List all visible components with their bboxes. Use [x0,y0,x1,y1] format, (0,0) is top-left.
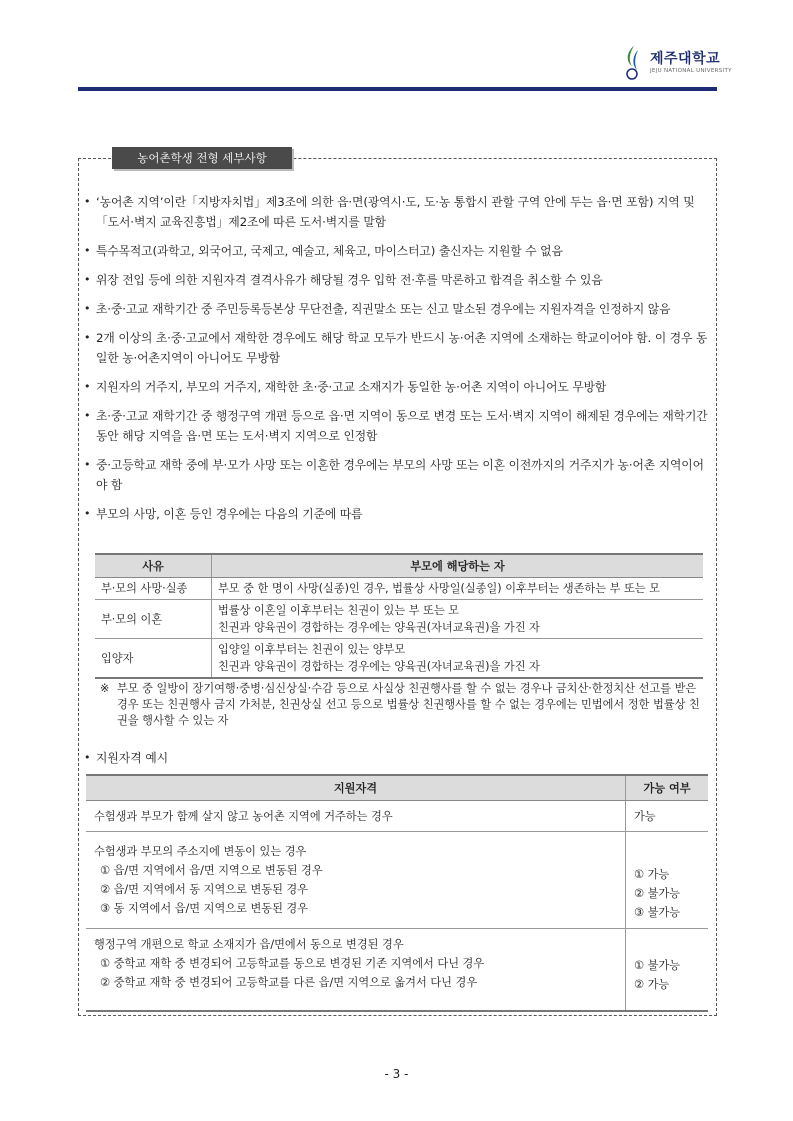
university-emblem-icon [620,44,646,80]
section-title: 농어촌학생 전형 세부사항 [112,147,292,169]
parent-cell [212,578,704,600]
list-item: • 중·고등학교 재학 중에 부·모가 사망 또는 이혼한 경우에는 부모의 사망 또는 이혼 이전까지의 거주지가 농·어촌 지역이어야 함 [82,455,712,495]
parent-cell [212,600,704,639]
parent-cell [212,639,704,679]
reason-cell: 부·모의 이혼 [95,600,212,639]
list-item: • 초·중·고교 재학기간 중 행정구역 개편 등으로 읍·면 지역이 동으로 변경 또는 도서·벽지 지역이 해제된 경우에는 재학기간 동안 해당 지역을 읍·면 또는 도서·벽지 지역으로 인정함 [82,406,712,446]
list-item: • 위장 전입 등에 의한 지원자격 결격사유가 해당될 경우 입학 전·후를 막론하고 합격을 취소할 수 있음 [82,270,712,290]
list-item: • ‘농어촌 지역’이란「지방자치법」제3조에 의한 읍·면(광역시·도, 도·농 통합시 관할 구역 안에 두는 읍·면 포함) 지역 및「도서·벽지 교육진흥법」제2조에 따른 도서·벽지를 말함 [82,192,712,232]
eligibility-cell: 수험생과 부모가 함께 살지 않고 농어촌 지역에 거주하는 경우 [86,801,626,832]
column-header-possible: 가능 여부 [626,775,709,801]
possible-item: ① 불가능 [634,958,681,972]
possible-item: ② 가능 [634,977,670,991]
parent-line: 친권과 양육권이 경합하는 경우에는 양육권(자녀교육권)을 가진 자 [218,621,540,634]
table-row [95,639,703,679]
table-row [95,578,703,600]
table-row [86,801,708,832]
eligibility-item: ① 읍/면 지역에서 읍/면 지역으로 변동된 경우 [100,864,323,877]
eligibility-item: ① 중학교 재학 중 변경되어 고등학교를 동으로 변경된 기존 지역에서 다닌 경우 [100,957,485,970]
table-header-row [86,775,708,801]
parent-line: 친권과 양육권이 경합하는 경우에는 양육권(자녀교육권)을 가진 자 [218,660,540,673]
eligibility-question: 수험생과 부모의 주소지에 변동이 있는 경우 [94,845,307,858]
detail-list [82,192,712,533]
parent-line: 입양일 이후부터는 친권이 있는 양부모 [218,643,406,656]
note-text: 부모 중 일방이 장기여행·중병·심신상실·수감 등으로 사실상 친권행사를 할 수 없는 경우나 금치산·한정치산 선고를 받은 경우 또는 친권행사 금지 가처분, 친권상실 선고 등으로 법률상 친권행사를 할 수 없는 경우에는 민법에서 정한 법률상 친권을 행사할 수 있는 자 [117,682,700,727]
table-row [95,600,703,639]
table-row [86,832,708,929]
note-mark: ※ [100,682,110,695]
possible-item: ② 불가능 [634,887,681,900]
page-number: - 3 - [384,1067,409,1081]
eligibility-item: ③ 동 지역에서 읍/면 지역으로 변동된 경우 [100,902,309,915]
list-item: • 부모의 사망, 이혼 등인 경우에는 다음의 기준에 따름 [82,504,712,524]
reason-cell: 입양자 [95,639,212,679]
parent-line: 법률상 이혼일 이후부터는 친권이 있는 부 또는 모 [218,604,460,617]
university-name: 제주대학교 [650,51,721,67]
examples-title: • 지원자격 예시 [82,748,168,768]
reason-cell: 부·모의 사망·실종 [95,578,212,600]
parent-criteria-table [95,553,703,679]
eligibility-cell [86,929,626,1012]
university-subtitle: JEJU NATIONAL UNIVERSITY [650,68,732,74]
possible-cell: 가능 [626,801,709,832]
list-item: • 지원자의 거주지, 부모의 거주지, 재학한 초·중·고교 소재지가 동일한 농·어촌 지역이 아니어도 무방함 [82,377,712,397]
possible-item: ③ 불가능 [634,906,681,919]
eligibility-examples-table [86,774,708,1012]
eligibility-item: ② 중학교 재학 중 변경되어 고등학교를 다른 읍/면 지역으로 옮겨서 다닌 경우 [100,976,478,989]
column-header-reason: 사유 [95,554,212,578]
table-row [86,929,708,1012]
eligibility-question: 행정구역 개편으로 학교 소재지가 읍/면에서 동으로 변경된 경우 [94,938,404,951]
university-logo [620,44,730,80]
possible-cell [626,832,709,929]
possible-cell [626,929,709,1012]
column-header-parent: 부모에 해당하는 자 [212,554,704,578]
eligibility-item: ② 읍/면 지역에서 동 지역으로 변동된 경우 [100,883,309,896]
parent-line: 부모 중 한 명이 사망(실종)인 경우, 법률상 사망일(실종일) 이후부터는 생존하는 부 또는 모 [218,582,660,595]
list-item: • 특수목적고(과학고, 외국어고, 국제고, 예술고, 체육고, 마이스터고) 출신자는 지원할 수 없음 [82,241,712,261]
column-header-eligibility: 지원자격 [86,775,626,801]
note [100,681,706,729]
table-header-row [95,554,703,578]
list-item: • 2개 이상의 초·중·고교에서 재학한 경우에도 해당 학교 모두가 반드시 농·어촌 지역에 소재하는 학교이어야 함. 이 경우 동일한 농·어촌지역이 아니어도 무방함 [82,328,712,368]
list-item: • 초·중·고교 재학기간 중 주민등록등본상 무단전출, 직권말소 또는 신고 말소된 경우에는 지원자격을 인정하지 않음 [82,299,712,319]
header-rule [78,87,717,91]
eligibility-cell [86,832,626,929]
possible-item: ① 가능 [634,868,670,881]
